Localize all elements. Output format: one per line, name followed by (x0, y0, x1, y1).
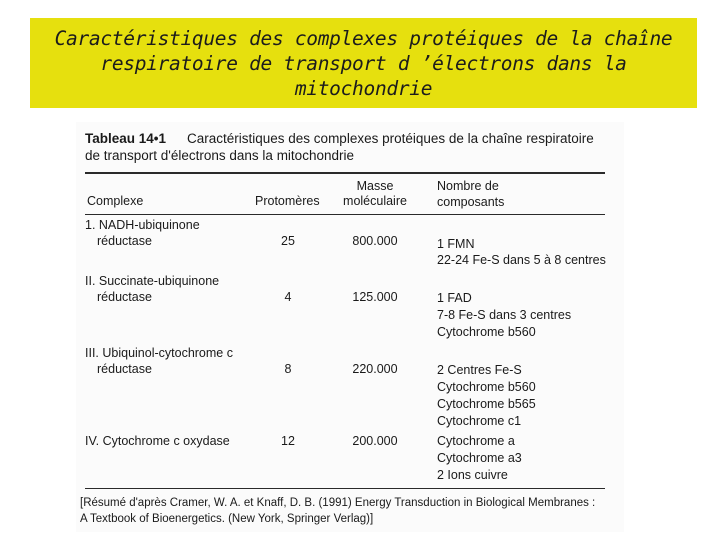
row-1-name-line2: réductase (97, 234, 152, 248)
row-3-composant: 2 Centres Fe-S (437, 363, 522, 377)
row-4-masse: 200.000 (352, 434, 398, 448)
title-banner (30, 18, 697, 108)
row-2-name-line2: réductase (97, 290, 152, 304)
row-4-name-line1: IV. Cytochrome c oxydase (85, 434, 230, 448)
row-3-composant: Cytochrome b560 (437, 380, 536, 394)
table-caption-line2: de transport d'électrons dans la mitochondrie (85, 148, 354, 163)
source-line2: A Textbook of Bioenergetics. (New York, Springer Verlag)] (80, 513, 374, 525)
row-3-name-line1: III. Ubiquinol-cytochrome c (85, 346, 233, 360)
row-3-composant: Cytochrome b565 (437, 397, 536, 411)
header-masse-line2: moléculaire (343, 194, 407, 208)
source-line1: [Résumé d'après Cramer, W. A. et Knaff, D. B. (1991) Energy Transduction in Biological Membranes : (80, 497, 596, 509)
row-4-composant: Cytochrome a3 (437, 451, 522, 465)
bottom-rule (85, 488, 605, 489)
row-3-name-line2: réductase (97, 362, 152, 376)
header-composants-line2: composants (437, 195, 505, 209)
row-3-protomeres: 8 (284, 362, 292, 376)
slide-title: Caractéristiques des complexes protéiques de la chaîne respiratoire de transport d ’électrons dans la mitochondrie (54, 26, 673, 100)
row-3-composant: Cytochrome c1 (437, 414, 522, 428)
header-masse-line1: Masse (356, 179, 394, 193)
row-1-protomeres: 25 (281, 234, 295, 248)
table-caption-label: Tableau 14•1 (85, 131, 167, 146)
row-4-composant: 2 Ions cuivre (437, 468, 508, 482)
row-2-composant: Cytochrome b560 (437, 325, 536, 339)
header-rule (85, 214, 605, 215)
table-caption-line1: Caractéristiques des complexes protéiques de la chaîne respiratoire (187, 131, 594, 146)
row-1-masse: 800.000 (352, 234, 398, 248)
header-composants-line1: Nombre de (437, 179, 499, 193)
row-2-name-line1: II. Succinate-ubiquinone (85, 274, 220, 288)
row-1-composant: 22-24 Fe-S dans 5 à 8 centres (437, 253, 606, 267)
row-3-masse: 220.000 (352, 362, 398, 376)
header-protomeres: Protomères (255, 194, 320, 208)
top-rule (85, 172, 605, 174)
row-2-composant: 7-8 Fe-S dans 3 centres (437, 308, 572, 322)
row-2-masse: 125.000 (352, 290, 398, 304)
header-complexe: Complexe (87, 194, 144, 208)
row-4-composant: Cytochrome a (437, 434, 515, 448)
row-4-protomeres: 12 (281, 434, 295, 448)
row-2-protomeres: 4 (284, 290, 292, 304)
row-1-composant: 1 FMN (437, 237, 475, 251)
row-2-composant: 1 FAD (437, 291, 472, 305)
row-1-name-line1: 1. NADH-ubiquinone (85, 218, 200, 232)
